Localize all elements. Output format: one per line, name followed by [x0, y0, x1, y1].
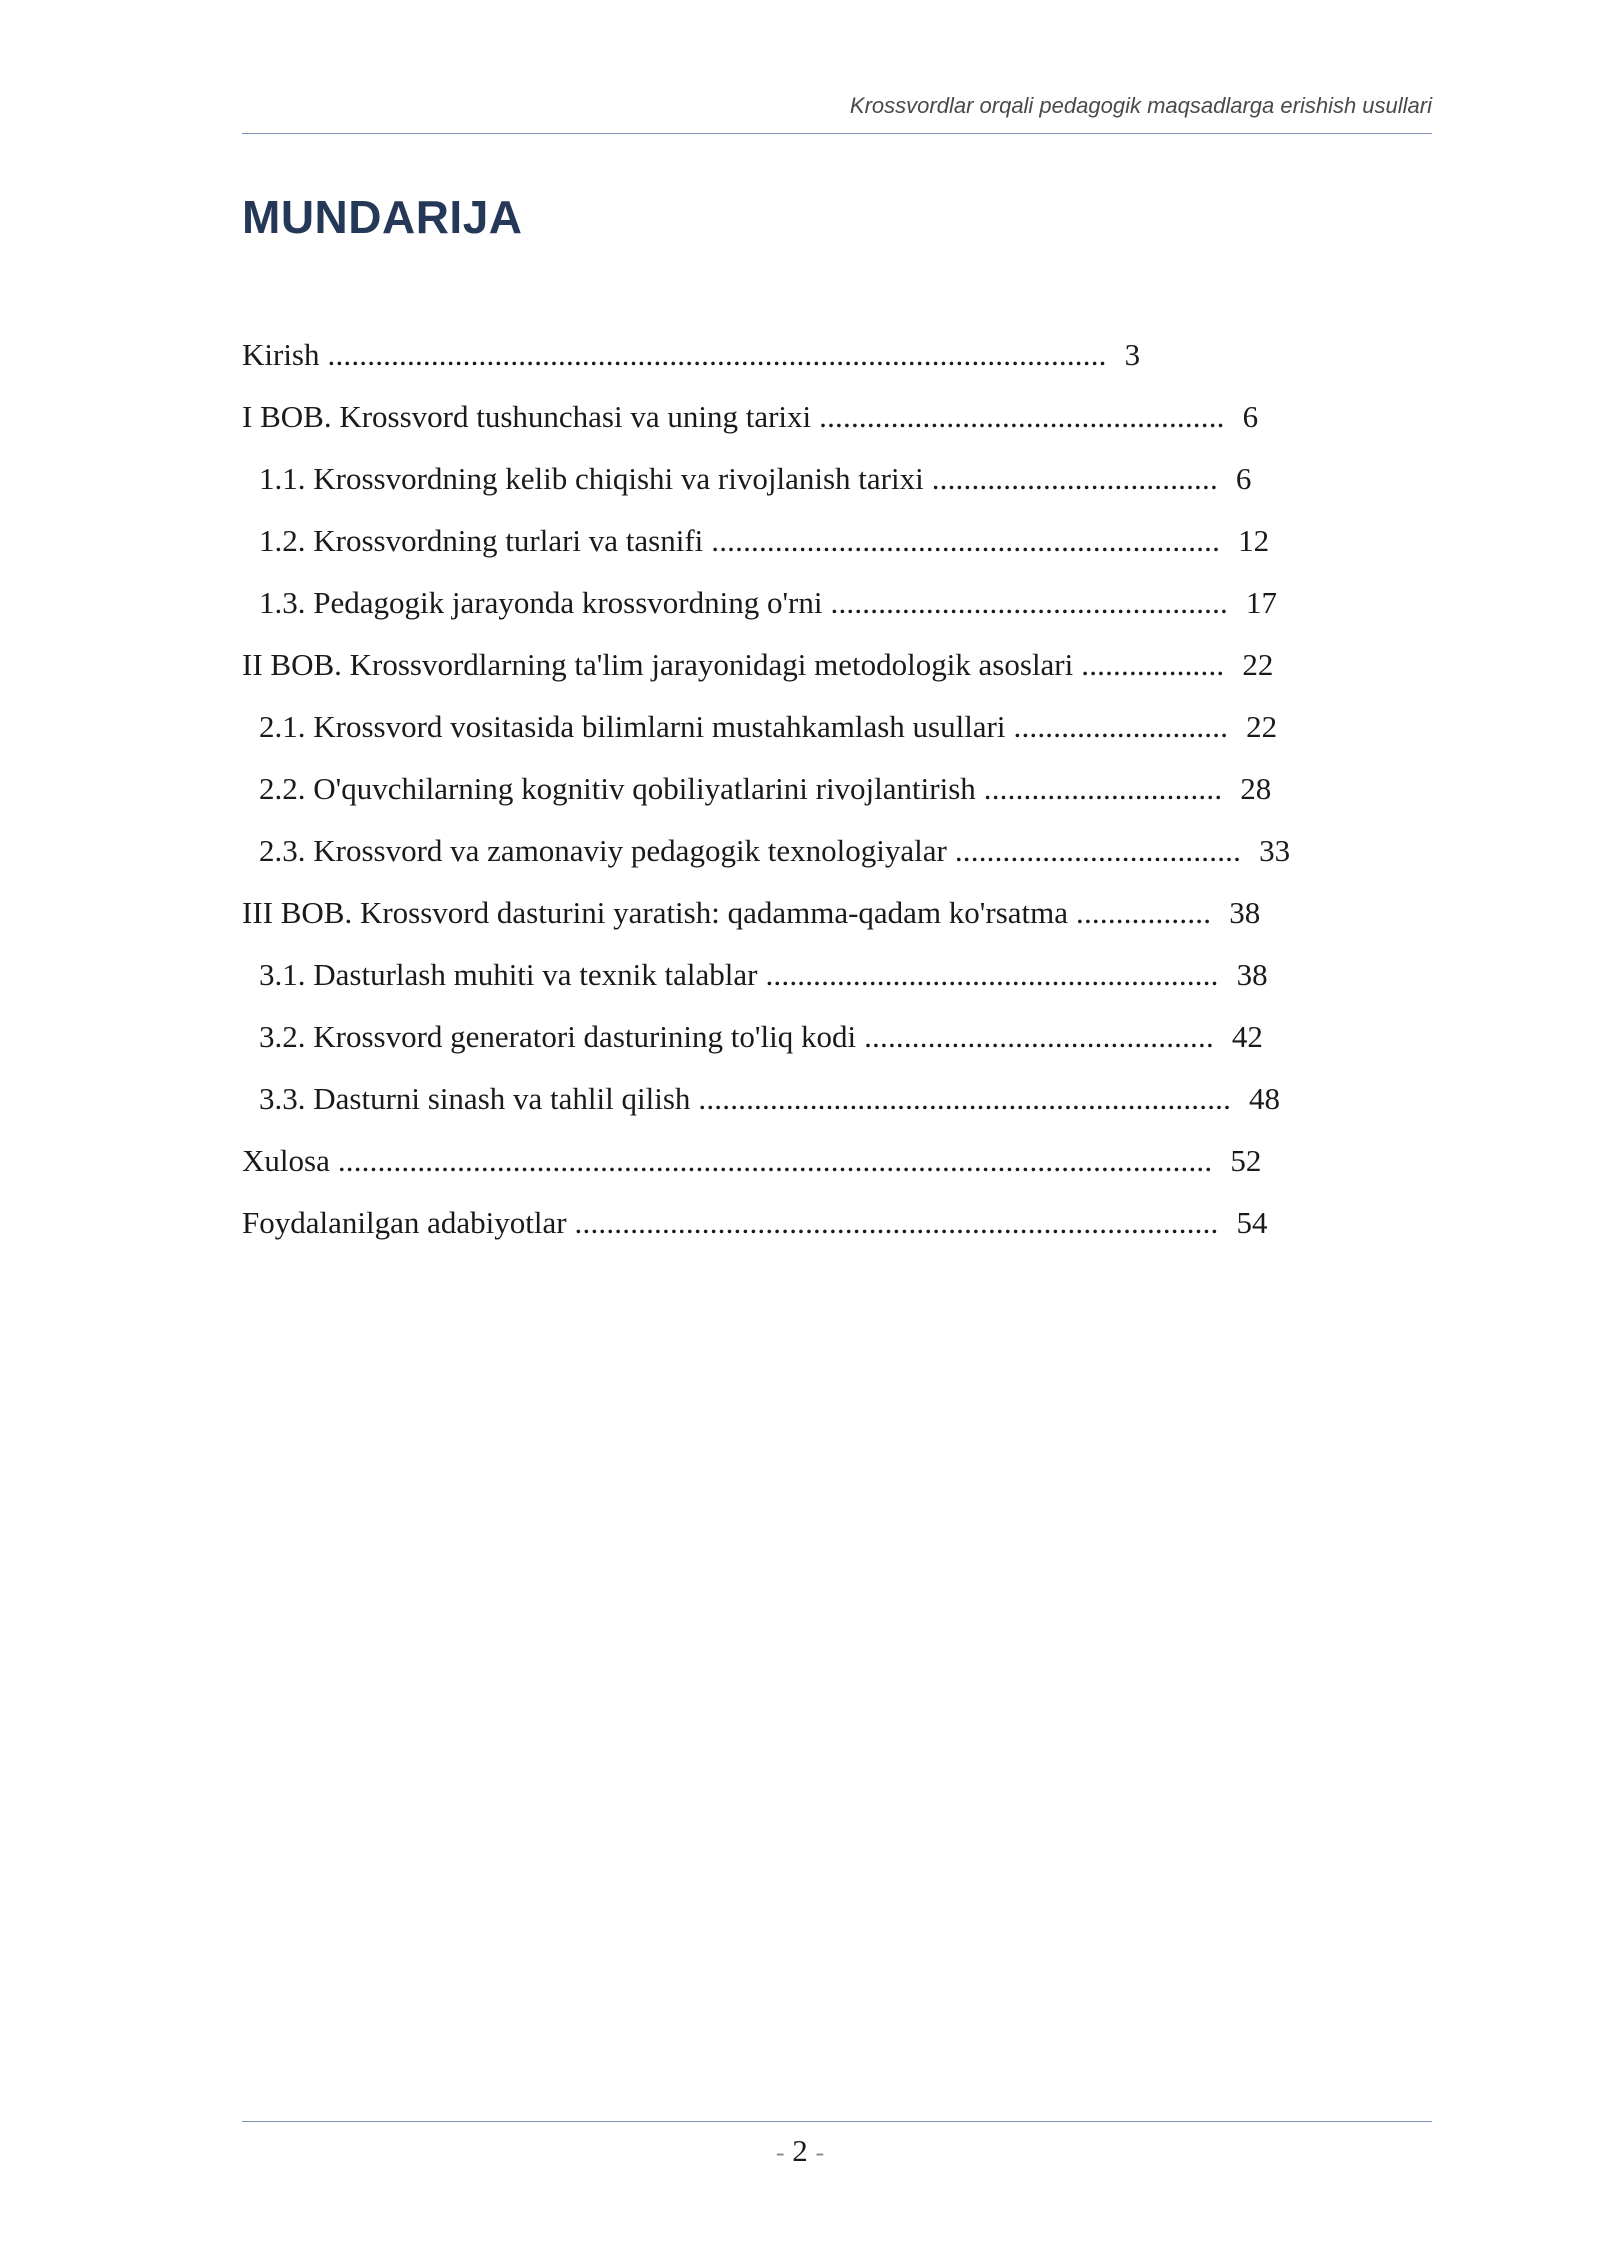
- toc-leader-dots: ............................................: [864, 1019, 1214, 1054]
- toc-leader-dots: ...................................................................: [698, 1081, 1232, 1116]
- toc-leader-dots: .................................................................................: [574, 1205, 1219, 1240]
- toc-entry-text: I BOB. Krossvord tushunchasi va uning tarixi: [242, 399, 812, 434]
- toc-entry-page: 6: [1242, 399, 1259, 434]
- toc-entry-section-3-3: [242, 1073, 1392, 1135]
- toc-entry-text: 3.1. Dasturlash muhiti va texnik talablar: [259, 957, 758, 992]
- toc-entry-page: 22: [1246, 709, 1278, 744]
- toc-entry-chapter-1: [242, 391, 1392, 453]
- toc-entry-text: III BOB. Krossvord dasturini yaratish: qadamma-qadam ko'rsatma: [242, 895, 1069, 930]
- toc-entry-page: 12: [1238, 523, 1270, 558]
- toc-entry-page: 6: [1235, 461, 1252, 496]
- toc-entry-text: Xulosa: [242, 1143, 330, 1178]
- toc-entry-text: 3.2. Krossvord generatori dasturining to'liq kodi: [259, 1019, 857, 1054]
- toc-entry-xulosa: [242, 1135, 1392, 1197]
- toc-entry-text: 3.3. Dasturni sinash va tahlil qilish: [259, 1081, 691, 1116]
- footer-divider: [242, 2121, 1432, 2122]
- toc-entry-section-3-1: [242, 949, 1392, 1011]
- toc-entry-page: 38: [1236, 957, 1268, 992]
- table-of-contents: [242, 329, 1392, 1259]
- toc-leader-dots: ...........................: [1013, 709, 1229, 744]
- toc-leader-dots: .................: [1076, 895, 1212, 930]
- toc-entry-text: 2.1. Krossvord vositasida bilimlarni mustahkamlash usullari: [259, 709, 1006, 744]
- toc-leader-dots: .........................................................: [765, 957, 1219, 992]
- toc-leader-dots: ..................................................................................................: [327, 337, 1107, 372]
- toc-entry-section-1-3: [242, 577, 1392, 639]
- toc-entry-text: Foydalanilgan adabiyotlar: [242, 1205, 567, 1240]
- page-number: [0, 2133, 1600, 2169]
- toc-entry-page: 48: [1249, 1081, 1281, 1116]
- toc-entry-references: [242, 1197, 1392, 1259]
- toc-entry-text: 1.3. Pedagogik jarayonda krossvordning o'rni: [259, 585, 823, 620]
- toc-entry-text: 1.2. Krossvordning turlari va tasnifi: [259, 523, 704, 558]
- toc-entry-section-2-2: [242, 763, 1392, 825]
- toc-entry-kirish: [242, 329, 1392, 391]
- toc-entry-text: II BOB. Krossvordlarning ta'lim jarayonidagi metodologik asoslari: [242, 647, 1074, 682]
- toc-entry-page: 54: [1236, 1205, 1268, 1240]
- toc-leader-dots: ..............................: [983, 771, 1223, 806]
- toc-entry-section-1-2: [242, 515, 1392, 577]
- toc-title: MUNDARIJA: [242, 191, 523, 243]
- toc-entry-section-2-1: [242, 701, 1392, 763]
- header-divider: [242, 133, 1432, 134]
- toc-entry-text: 2.2. O'quvchilarning kognitiv qobiliyatlarini rivojlantirish: [259, 771, 976, 806]
- toc-entry-page: 42: [1231, 1019, 1263, 1054]
- toc-entry-text: 1.1. Krossvordning kelib chiqishi va rivojlanish tarixi: [259, 461, 924, 496]
- page-number-value: 2: [792, 2133, 808, 2168]
- page-number-suffix: -: [815, 2138, 825, 2167]
- toc-entry-chapter-3: [242, 887, 1392, 949]
- toc-entry-page: 38: [1229, 895, 1261, 930]
- toc-entry-chapter-2: [242, 639, 1392, 701]
- running-header: Krossvordlar orqali pedagogik maqsadlarga erishish usullari: [849, 93, 1432, 118]
- toc-entry-page: 17: [1246, 585, 1277, 620]
- toc-leader-dots: ....................................: [954, 833, 1242, 868]
- toc-entry-section-3-2: [242, 1011, 1392, 1073]
- toc-entry-text: Kirish: [242, 337, 320, 372]
- page-number-prefix: -: [775, 2138, 785, 2167]
- toc-leader-dots: ....................................: [931, 461, 1218, 496]
- toc-entry-section-2-3: [242, 825, 1392, 887]
- toc-entry-page: 52: [1230, 1143, 1262, 1178]
- toc-leader-dots: ..............................................................................................................: [337, 1143, 1213, 1178]
- toc-entry-page: 33: [1259, 833, 1291, 868]
- toc-leader-dots: ..................................................: [830, 585, 1228, 620]
- toc-entry-page: 28: [1240, 771, 1272, 806]
- toc-entry-section-1-1: [242, 453, 1392, 515]
- toc-entry-text: 2.3. Krossvord va zamonaviy pedagogik texnologiyalar: [259, 833, 947, 868]
- toc-leader-dots: ..................: [1081, 647, 1225, 682]
- toc-entry-page: 3: [1124, 337, 1141, 372]
- toc-leader-dots: ...................................................: [819, 399, 1225, 434]
- toc-entry-page: 22: [1242, 647, 1274, 682]
- toc-leader-dots: ................................................................: [711, 523, 1221, 558]
